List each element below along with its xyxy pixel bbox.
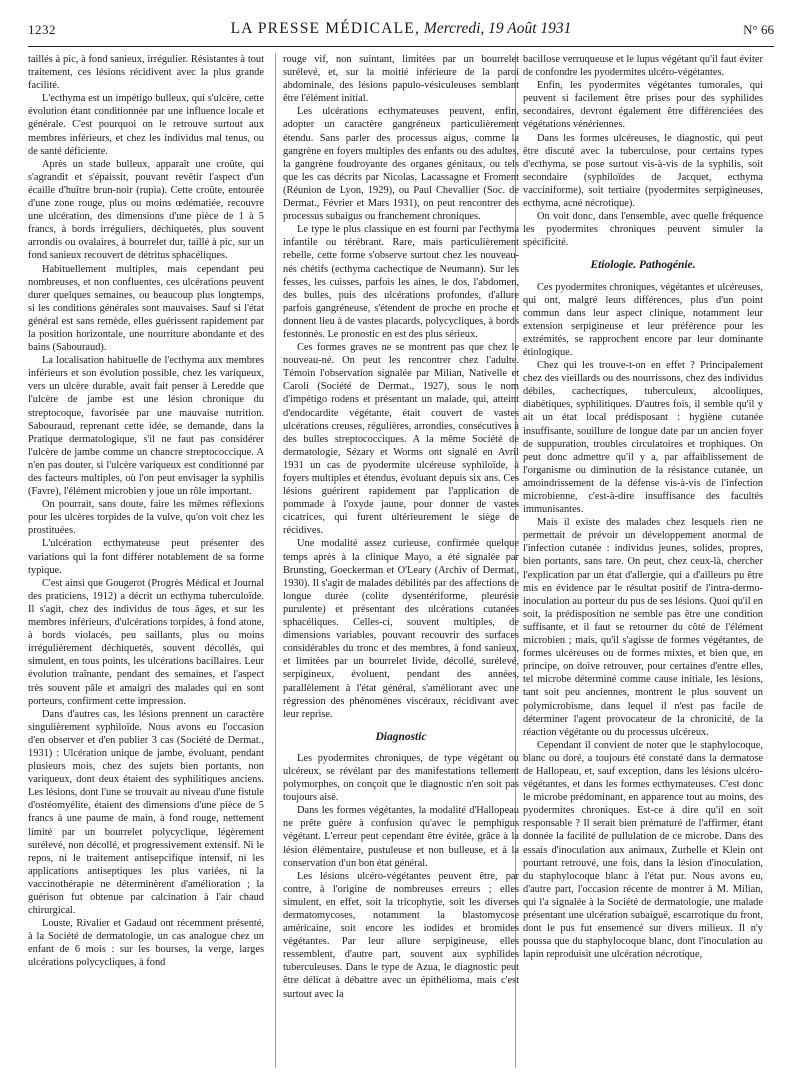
page-header bbox=[28, 20, 774, 46]
section-heading-etiologie: Etiologie. Pathogénie. bbox=[590, 259, 696, 272]
paragraph: Dans d'autres cas, les lésions prennent un caractère singulièrement syphiloïde. Nous avons eu l'occasion d'en observer et d'en publier 3 cas (Société de Dermat., 1931) : Ulcération unique de jambe, évoluant, pendant plusieurs mois, chez des sujets bien portants, non variqueux, dont deux étaient des syphilitiques anciens. Les lésions, dont l'une se trouvait au niveau d'une fistule d'ostéomyélite, étaient des dimensions d'une pièce de 5 francs à une paume de main, à fond rouge, nettement limité par un bourrelet polycyclique, légèrement surélevé, non décollé, et progressivement extensif. Ni le repos, ni le traitement antisepcifique intensif, ni les applications antiseptiques les plus variées, ni la vaccinothérapie ne déterminèrent d'amélioration ; la guérison fut obtenue par calcination à l'air chaud chirurgical. bbox=[28, 708, 264, 917]
header-rule bbox=[28, 46, 774, 47]
paragraph: Louste, Rivalier et Gadaud ont récemment présenté, à la Société de dermatologie, un cas analogue chez un enfant de 6 mois : sur les bourses, la verge, larges ulcérations polycycliques, à fond bbox=[28, 918, 264, 969]
journal-name: LA PRESSE MÉDICALE, bbox=[230, 20, 421, 37]
paragraph: C'est ainsi que Gougerot (Progrès Médical et Journal des praticiens, 1912) a décrit un ecthyma tuberculoïde. Il s'agit, chez des individus de tous âges, et sur les membres inférieurs, d'ulcérations torpides, à fond atone, à bords violacés, peu saillants, plus ou moins irrégulièrement déchiquetés, souvent décollés, qui simulent, en tous points, les ulcérations bacillaires. Leur évolution traînante, pendant des semaines, et l'aspect très souvent pâle et amaigri des malades qui en sont porteurs, confirment cette impression. bbox=[28, 577, 264, 707]
paragraph: Les lésions ulcéro-végétantes peuvent être, par contre, à l'origine de nombreuses erreurs ; elles simulent, en effet, soit la tricophytie, soit les diverses dermatomycoses, notamment la blastomycose américaine, soit encore les iodides et bromides végétantes. Par leur allure serpigineuse, elles ressemblent, d'autre part, souvent aux syphilides tuberculeuses. Dans le type de Azua, le diagnostic peut être délicat à débattre avec un épithélioma, mais c'est surtout avec la bbox=[283, 870, 519, 1000]
column-divider bbox=[275, 53, 276, 1068]
paragraph: L'ulcération ecthymateuse peut présenter des variations qui la font différer notablement de sa forme typique. bbox=[28, 538, 264, 576]
section-heading-diagnostic: Diagnostic bbox=[375, 730, 427, 743]
paragraph: Le type le plus classique en est fourni par l'ecthyma infantile ou térébrant. Rare, mais particulièrement rebelle, cette forme s'observe surtout chez les nouveau-nés chétifs (ecthyma cachectique de Neumann). Sur les fesses, les cuisses, parfois les aines, le dos, l'abdomen, des bulles, puis des ulcérations profondes, d'allure parfois gangréneuse, s'étendent de proche en proche et donnent lieu à de vastes placards, polycycliques, à bords festonnés. Le pronostic en est des plus sérieux. bbox=[283, 224, 519, 340]
issue-number: N° 66 bbox=[743, 22, 774, 37]
paragraph: Ces pyodermites chroniques, végétantes et ulcéreuses, qui ont, malgré leurs différences, plus d'un point commun dans leur aspect clinique, notamment leur extension serpigineuse et leur préférence pour les extrémités, se rapprochent encore par leur dominante étiologique. bbox=[523, 281, 763, 358]
paragraph: Une modalité assez curieuse, confirmée quelque temps après à la clinique Mayo, a été signalée par Brunsting, Goeckerman et O'Leary (Archiv of Dermat., 1930). Il s'agit de malades débilités par des affections de longue durée (colite dysentériforme, pleurésie purulente) et présentant des ulcérations cutanées sphacéliques. Celles-ci, souvent multiples, de dimensions variables, pouvant recouvrir des surfaces considérables du tronc et des membres, à fond sanieux, et limitées par un bourrelet livide, décollé, surélevé, serpigineux, évoluent, pendant des années, parallèlement à l'état général, s'améliorant avec une régression des phénomènes viscéraux, récidivant avec leur reprise. bbox=[283, 538, 519, 720]
paragraph: Chez qui les trouve-t-on en effet ? Principalement chez des vieillards ou des nourrissons, chez des individus débiles, cachectiques, tuberculeux, alcooliques, diabétiques, syphilitiques. D'autres fois, il semble qu'il y ait un état local prédisposant : hygiène cutanée insuffisante, souillure de longue date par un ancien foyer de suppuration, troubles circulatoires et trophiques. On peut donc admettre qu'il y a, par affaiblissement de l'organisme ou diminution de la résistance cutanée, un amoindrissement de la défense vis-à-vis de l'infection microbienne, c'est-à-dire insuffisance des facultés immunisantes. bbox=[523, 360, 763, 516]
paragraph: Les pyodermites chroniques, de type végétant ou ulcéreux, se révélant par des manifestations tellement polymorphes, on conçoit que le diagnostic n'en soit pas toujours aisé. bbox=[283, 752, 519, 804]
paragraph: La localisation habituelle de l'ecthyma aux membres inférieurs et son évolution possible, chez les variqueux, vers un ulcère durable, avait fait penser à Leredde que l'ulcère de jambe est une lésion chronique du streptocoque, favorisée par une mauvaise nutrition. Sabouraud, reprenant cette idée, se demande, dans la Pratique dermatologique, s'il ne faut pas considérer l'ulcère de jambe comme un chancre streptococcique. A n'en pas douter, si l'ulcère variqueux est conditionné par des facteurs multiples, où l'on peut envisager la syphilis (Favre), l'élément microbien y joue un rôle important. bbox=[28, 355, 264, 498]
paragraph: Enfin, les pyodermites végétantes tumorales, qui peuvent si facilement être prises pour des syphilides secondaires, devront également être différenciées des végétations vénériennes. bbox=[523, 80, 763, 131]
paragraph: Habituellement multiples, mais cependant peu nombreuses, et non confluentes, ces ulcérations peuvent durer quelques semaines, ou beaucoup plus longtemps, si les conditions générales sont mauvaises. Sauf si l'état général est sans remède, elles guérissent rapidement par la position horizontale, une nourriture abondante et des bains (Sabouraud). bbox=[28, 263, 264, 354]
column-right bbox=[523, 53, 763, 961]
paragraph: Cependant il convient de noter que le staphylocoque, blanc ou doré, a toujours été constaté dans la dermatose de Hallopeau, et, sauf exception, dans les lésions ulcéro-végétantes, et dans les formes ecthymateuses. C'est donc le microbe prédominant, en apparence tout au moins, des pyodermites chroniques. Est-ce à dire qu'il en soit responsable ? Il serait bien prématuré de l'affirmer, étant donnée la facilité de pullulation de ce microbe. Dans des essais d'inoculation aux animaux, Zurhelle et Klein ont pourtant retrouvé, une fois, dans la lésion d'inoculation, du staphylocoque blanc à l'état pur. Nous avons eu, d'autre part, l'occasion récente de montrer à M. Milian, qui l'a signalée à la Société de dermatologie, une malade présentant une ulcération subaiguë, escarrotique du front, dont le pus fut ensemencé sur divers milieux. Il n'y poussa que du staphylocoque blanc, dont l'inoculation au lapin reproduisit une ulcération nécrotique, bbox=[523, 739, 763, 961]
paragraph: L'ecthyma est un impétigo bulleux, qui s'ulcère, cette évolution étant conditionnée par une influence locale et générale. C'est pourquoi on le retrouve surtout aux membres inférieurs, et chez les individus mal tenus, ou de santé déficiente. bbox=[28, 93, 264, 157]
paragraph: On pourrait, sans doute, faire les mêmes réflexions pour les ulcères torpides de la vulve, qu'on voit chez les prostituées. bbox=[28, 499, 264, 537]
paragraph: Après un stade bulleux, apparaît une croûte, qui s'agrandit et s'épaissit, pouvant revêtir l'aspect d'un écaille d'huître brun-noir (rupia). Cette croûte, entourée d'une zone rouge, plus ou moins œdématiée, recouvre une ulcération, des dimensions d'une pièce de 1 à 5 francs, à bords irréguliers, déchiquetés, plus souvent arrondis ou ovalaires, à bourrelet dur, taillé à pic, sur un fond sanieux recouvert de détritus sphacéliques. bbox=[28, 158, 264, 262]
column-middle bbox=[283, 53, 519, 1001]
paragraph: On voit donc, dans l'ensemble, avec quelle fréquence les pyodermites chroniques peuvent simuler la spécificité. bbox=[523, 211, 763, 249]
paragraph: taillés à pic, à fond sanieux, irrégulier. Résistantes à tout traitement, ces lésions récidivent avec la plus grande facilité. bbox=[28, 54, 264, 92]
journal-masthead bbox=[28, 20, 774, 38]
paragraph: Dans les formes végétantes, la modalité d'Hallopeau ne prête guère à confusion qu'avec le pemphigus végétant. L'erreur peut cependant être évitée, grâce à la lésion élémentaire, pustuleuse et non bulleuse, et à la conservation d'un bon état général. bbox=[283, 805, 519, 869]
issue-date: Mercredi, 19 Août 1931 bbox=[423, 20, 572, 37]
page-number: 1232 bbox=[28, 22, 56, 37]
column-left bbox=[28, 53, 264, 970]
paragraph: Les ulcérations ecthymateuses peuvent, enfin, adopter un caractère gangréneux particulièrement étendu. Sans parler des processus aigus, comme la gangrène en foyers multiples des enfants ou des adultes, la gangrène foudroyante des organes génitaux, ou tels que les cas décrits par Nicolas, Lacassagne et Froment (Réunion de Lyon, 1929), ou Paul Chevallier (Soc. de Dermat., Février et Mars 1931), on peut rencontrer des processus subaigus ou franchement chroniques. bbox=[283, 106, 519, 223]
paragraph: rouge vif, non suintant, limitées par un bourrelet surélevé, et, sur la moitié inférieure de la paroi abdominale, des lésions papulo-vésiculeuses semblant être l'élément initial. bbox=[283, 54, 519, 105]
paragraph: Ces formes graves ne se montrent pas que chez le nouveau-né. On peut les rencontrer chez l'adulte. Témoin l'observation signalée par Milian, Nativelle et Caroli (Société de Dermat., 1927), sous le nom d'impétigo rodens et présentant un malade, qui, atteint d'endocardite végétante, était couvert de vastes ulcérations creuses, régulières, arrondies, consécutives à des bulles streptococciques. A la même Société de dermatologie, Sézary et Worms ont signalé en Avril 1931 un cas de pyodermite ulcéreuse syphiloïde, à foyers multiples et étendus, évoluant depuis six ans. Ces lésions guérirent rapidement par l'application de pommade à l'oxyde jaune, pour donner de vastes cicatrices, qui furent ultérieurement le siège de récidives. bbox=[283, 342, 519, 537]
paragraph: Dans les formes ulcéreuses, le diagnostic, qui peut être discuté avec la tuberculose, pour certains types d'ecthyma, se pose surtout vis-à-vis de la syphilis, soit secondaire (syphiloïdes de Jacquet, ecthyma vacciniforme), soit tertiaire (pyodermites serpigineuses, ecthyma, acné nécrotique). bbox=[523, 132, 763, 210]
paragraph: bacillose verruqueuse et le lupus végétant qu'il faut éviter de confondre les pyodermites ulcéro-végétantes. bbox=[523, 54, 763, 79]
paragraph: Mais il existe des malades chez lesquels rien ne permettait de prévoir un développement anormal de l'infection cutanée : individus jeunes, solides, propres, bien portants, sans tare. On peut, chez ceux-là, chercher l'explication par un état d'allergie, qui a d'ailleurs pu être mis en évidence par le résultat positif de l'intra-dermo-inoculation au porteur du pus de ses lésions. Quoi qu'il en soit, la prédisposition ne semble pas être une condition suffisante, et il faut se retourner du côté de l'élément microbien ; mais, qu'il s'agisse de formes végétantes, de formes ulcéreuses ou de formes mixtes, et bien que, en principe, on doive retrouver, pour certaines d'entre elles, tel microbe déterminé comme cause initiale, les lésions, tant soit peu anciennes, montrent le plus souvent un polymicrobisme, dans lequel il n'est pas facile de déterminer l'agent provocateur de la chronicité, de la réaction végétante ou du processus ulcéreux. bbox=[523, 517, 763, 738]
